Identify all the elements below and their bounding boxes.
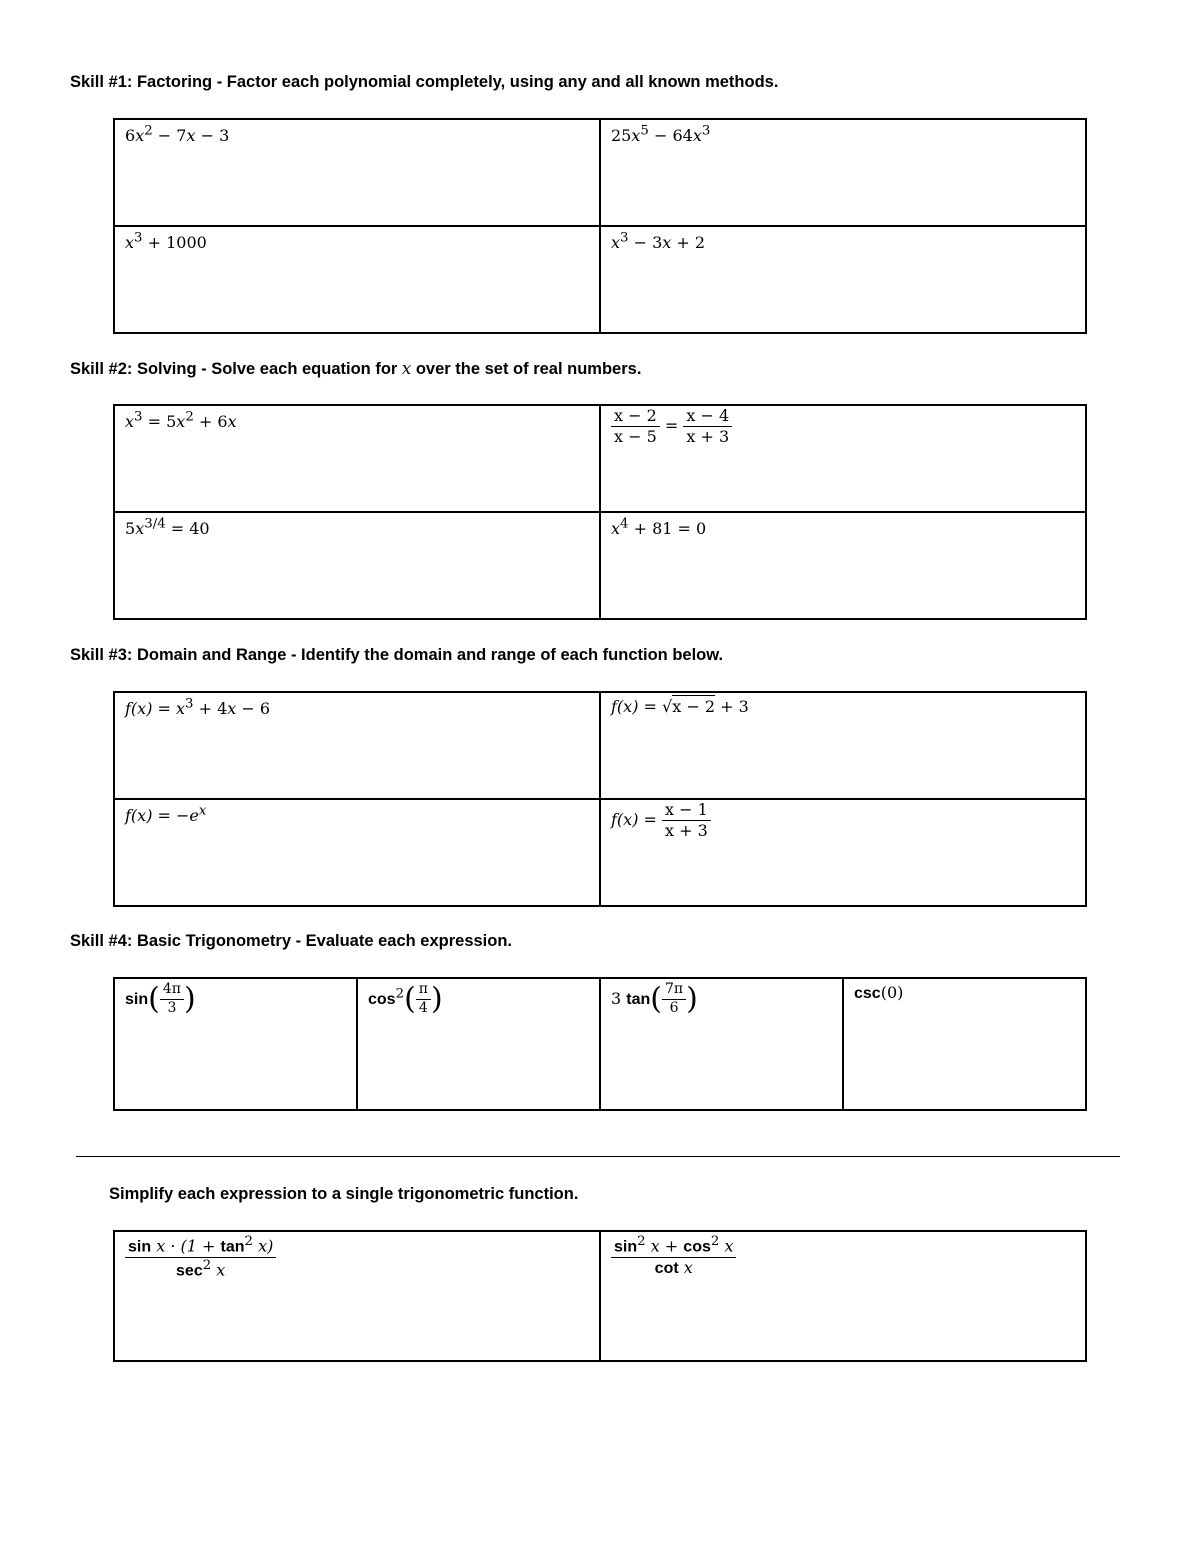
skill2-grid [113,404,1087,620]
skill4-grid [113,977,1087,1111]
skill2-heading: Skill #2: Solving - Solve each equation for x over the set of real numbers. [70,359,642,378]
simplify-heading: Simplify each expression to a single trigonometric function. [109,1185,579,1203]
skill3-function-2: f(x) = √x − 2 + 3 [601,693,1085,800]
skill3-heading: Skill #3: Domain and Range - Identify the domain and range of each function below. [70,646,724,664]
skill3-function-4: f(x) = $\frac{x - 1}{x + 3}$ [601,800,1085,905]
skill2-equation-3: $5x^{3/4} = 40$ [115,513,601,618]
section-divider [76,1156,1120,1157]
skill2-equation-1: $x^3 = 5x^2 + 6x$ [115,406,601,513]
skill4-expression-1: sin( $\frac{4\pi}{3}$ ) [115,979,358,1109]
skill2-equation-2: $\frac{x - 2}{x - 5}$ = $\frac{x - 4}{x + 3}$ [601,406,1085,513]
skill2-equation-4: $x^4 + 81 = 0$ [611,517,707,539]
skill4-expression-4: csc(0) [854,983,904,1002]
skill1-problem-3: $x^3 + 1000$ [115,227,601,332]
skill1-heading: Skill #1: Factoring - Factor each polynomial completely, using any and all known methods. [70,73,779,91]
skill4-expression-2: $\cos^2$( $\frac{\pi}{4}$ ) [358,979,601,1109]
skill3-function-3: $f(x) = -e^x$ [115,800,601,905]
skill1-problem-4: $x^3 - 3x + 2$ [611,231,706,253]
skill3-grid [113,691,1087,907]
skill4-expression-3: 3 tan( $\frac{7\pi}{6}$ ) [601,979,844,1109]
skill1-problem-2: $25x^5 - 64x^3$ [601,120,1085,227]
skill4-heading: Skill #4: Basic Trigonometry - Evaluate each expression. [70,932,513,950]
skill1-problem-1: $6x^2 - 7x - 3$ [115,120,601,227]
simplify-expression-2: $\frac{\sin^2 x + \cos^2 x}{\text{cot x}}$ [601,1232,1085,1360]
simplify-grid [113,1230,1087,1362]
skill3-function-1: $f(x) = x^3 + 4x - 6$ [115,693,601,800]
simplify-expression-1: $\frac{\sin x \cdot (1 + \tan^2 x)}{\sec^2 x}$ [115,1232,601,1360]
skill1-grid [113,118,1087,334]
